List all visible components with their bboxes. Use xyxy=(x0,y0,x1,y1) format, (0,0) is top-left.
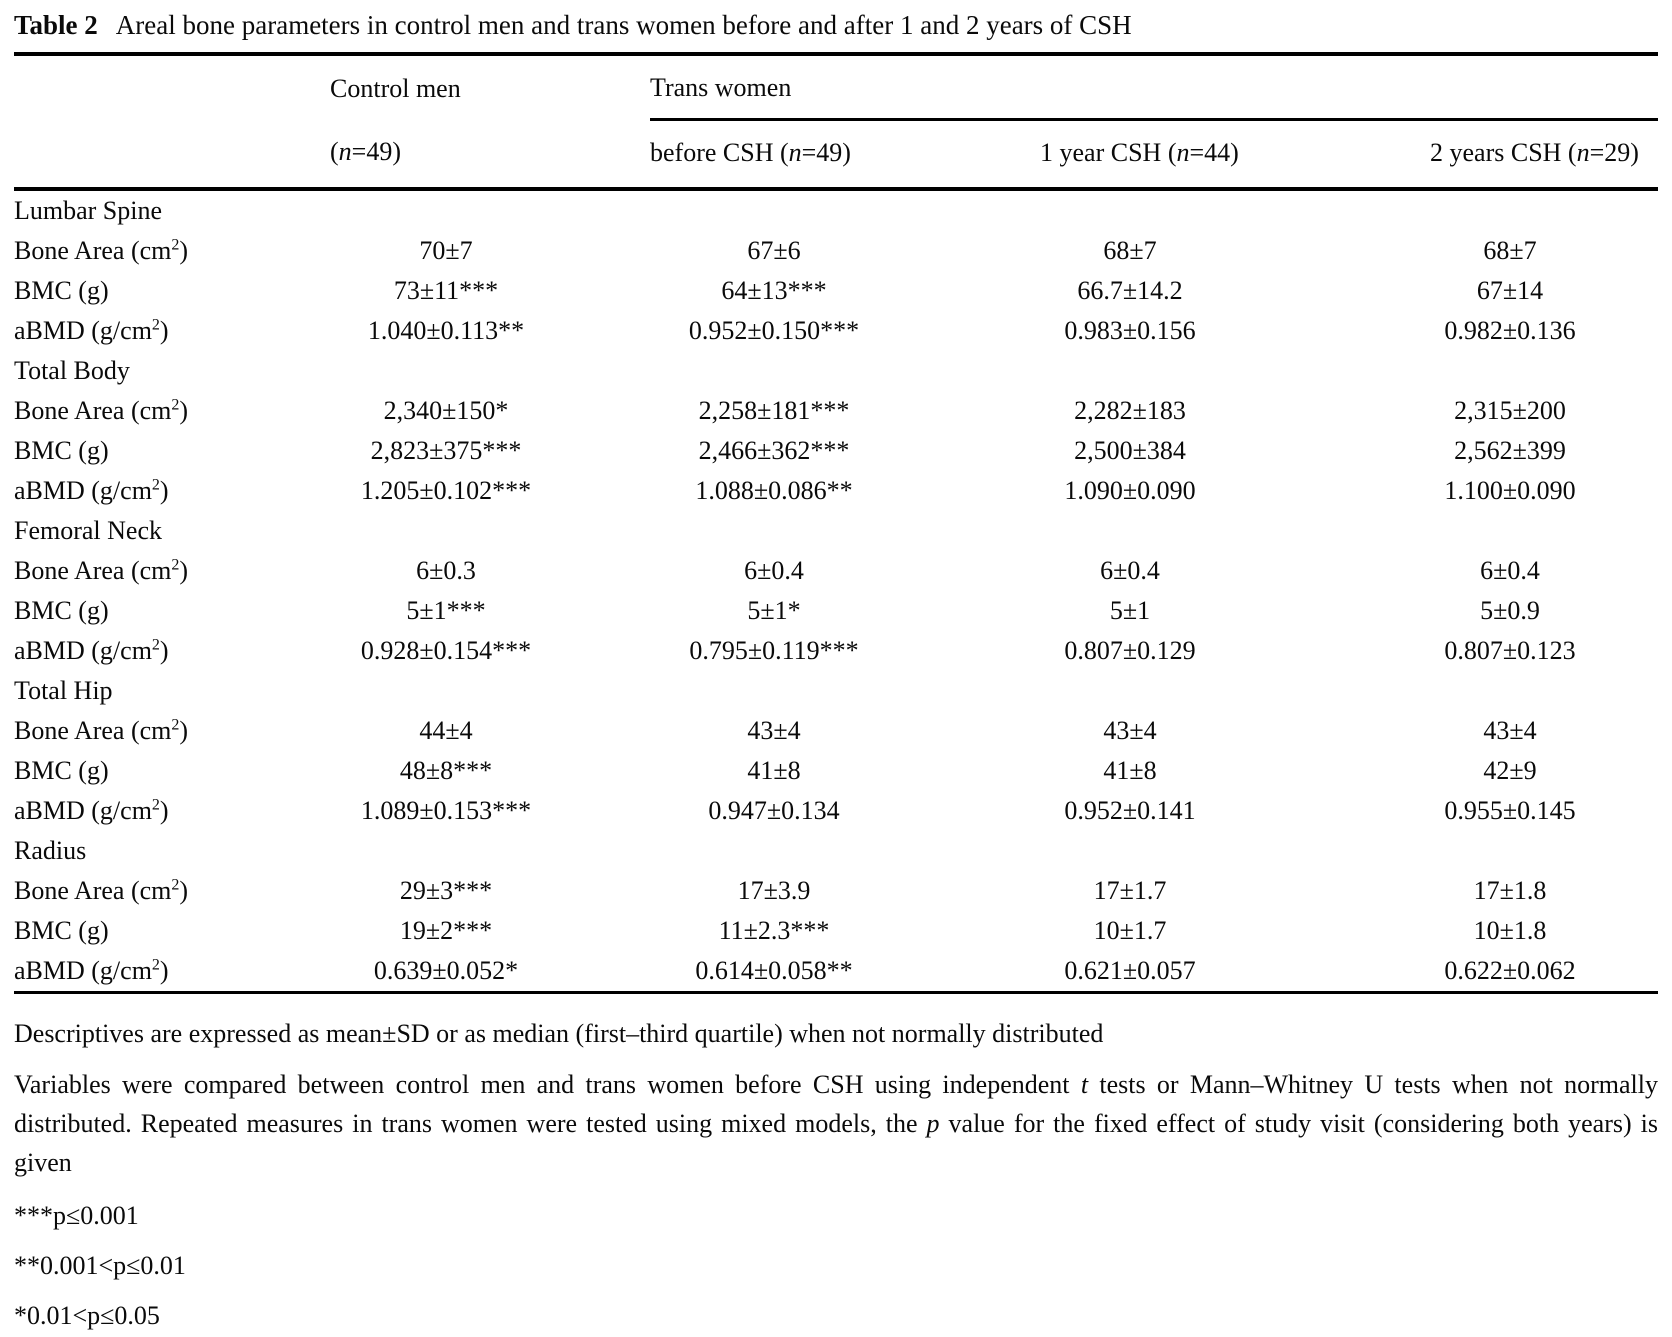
cell-value: 70±7 xyxy=(419,236,473,265)
cell-value: 67±6 xyxy=(747,236,801,265)
cell-value: 2,823±375*** xyxy=(370,436,522,465)
footnote-sig-1star: *0.01<p≤0.05 xyxy=(14,1301,160,1330)
cell-value: 6±0.4 xyxy=(1480,556,1540,585)
row-label: aBMD $(g/cm^2)$ xyxy=(14,316,169,345)
cell-value: 0.807±0.123 xyxy=(1444,636,1576,665)
row-label: BMC (g) xyxy=(14,756,109,785)
cell-value: 0.928±0.154*** xyxy=(360,636,532,665)
cell-value: 44±4 xyxy=(419,716,473,745)
table-title xyxy=(14,8,1658,42)
cell-value: 43±4 xyxy=(1483,716,1537,745)
data-row xyxy=(14,311,1658,351)
data-row xyxy=(14,471,1658,511)
cell-value: 2,282±183 xyxy=(1074,396,1186,425)
cell-value: 0.639±0.052* xyxy=(373,956,519,985)
sub-header-row xyxy=(14,120,1658,190)
cell-value: 41±8 xyxy=(1103,756,1157,785)
row-label: aBMD $(g/cm^2)$ xyxy=(14,636,169,665)
cell-value: 2,258±181*** xyxy=(698,396,850,425)
cell-value: 0.621±0.057 xyxy=(1064,956,1196,985)
data-row xyxy=(14,711,1658,751)
cell-value: 6±0.4 xyxy=(744,556,804,585)
cell-value: 0.614±0.058** xyxy=(695,956,853,985)
data-row xyxy=(14,551,1658,591)
section-row xyxy=(14,511,1658,551)
cell-value: 0.795±0.119*** xyxy=(689,636,859,665)
col-header-control-men: Control men xyxy=(330,73,461,103)
cell-value: 6±0.3 xyxy=(416,556,476,585)
cell-value: 5±1 xyxy=(1109,596,1151,625)
cell-value: 0.955±0.145 xyxy=(1444,796,1576,825)
cell-value: 10±1.8 xyxy=(1473,916,1547,945)
cell-value: 2,340±150* xyxy=(383,396,509,425)
cell-value: 2,500±384 xyxy=(1074,436,1186,465)
cell-value: 19±2*** xyxy=(399,916,493,945)
section-label: Radius xyxy=(14,836,87,865)
cell-value: 6±0.4 xyxy=(1100,556,1160,585)
cell-value: 66.7±14.2 xyxy=(1077,276,1183,305)
cell-value: 17±3.9 xyxy=(737,876,811,905)
trans-women-label: Trans women xyxy=(650,73,792,102)
footnotes xyxy=(14,994,1658,1337)
footnote-methods: Variables were compared between control men and trans women before CSH using independent t tests or Mann–Whitney U tests when not normally distributed. Repeated measures in trans women were tested using mixed models, the p value for the fixed effect of study visit (considering both years) is given xyxy=(14,1070,1659,1177)
cell-value: 5±1* xyxy=(747,596,801,625)
row-label: BMC (g) xyxy=(14,916,109,945)
data-row xyxy=(14,591,1658,631)
data-row xyxy=(14,911,1658,951)
row-label: aBMD $(g/cm^2)$ xyxy=(14,796,169,825)
footnote-sig-2stars: **0.001<p≤0.01 xyxy=(14,1251,186,1280)
subheader-before-csh: before CSH (n=49) xyxy=(650,138,851,167)
data-row xyxy=(14,391,1658,431)
cell-value: 1.040±0.113** xyxy=(367,316,525,345)
row-label: Bone Area $(cm^2)$ xyxy=(14,236,189,265)
group-header-row xyxy=(14,54,1658,120)
section-row xyxy=(14,671,1658,711)
data-row xyxy=(14,871,1658,911)
row-label: Bone Area $(cm^2)$ xyxy=(14,556,189,585)
cell-value: 17±1.8 xyxy=(1473,876,1547,905)
cell-value: 0.983±0.156 xyxy=(1064,316,1196,345)
section-label: Femoral Neck xyxy=(14,516,163,545)
cell-value: 48±8*** xyxy=(399,756,493,785)
subheader-2-years-csh: 2 years CSH (n=29) xyxy=(1430,138,1639,167)
cell-value: 43±4 xyxy=(747,716,801,745)
cell-value: 1.090±0.090 xyxy=(1064,476,1196,505)
cell-value: 0.947±0.134 xyxy=(708,796,840,825)
table-header xyxy=(14,54,1658,189)
cell-value: 0.952±0.150*** xyxy=(688,316,860,345)
table-body xyxy=(14,189,1658,993)
data-row xyxy=(14,231,1658,271)
row-label: Bone Area $(cm^2)$ xyxy=(14,396,189,425)
subheader-1-year-csh: 1 year CSH (n=44) xyxy=(1040,138,1239,167)
cell-value: 43±4 xyxy=(1103,716,1157,745)
cell-value: 1.100±0.090 xyxy=(1444,476,1576,505)
section-row xyxy=(14,831,1658,871)
cell-value: 0.952±0.141 xyxy=(1064,796,1196,825)
subheader-control-n: (n=49) xyxy=(330,137,401,167)
cell-value: 0.982±0.136 xyxy=(1444,316,1576,345)
cell-value: 29±3*** xyxy=(399,876,493,905)
footnote-sig-3stars: ***p≤0.001 xyxy=(14,1201,139,1230)
col-header-trans-women xyxy=(650,54,1658,120)
cell-value: 68±7 xyxy=(1103,236,1157,265)
section-label: Total Hip xyxy=(14,676,113,705)
data-row xyxy=(14,631,1658,671)
section-label: Lumbar Spine xyxy=(14,196,163,225)
row-label: Bone Area $(cm^2)$ xyxy=(14,716,189,745)
footnote-descriptives: Descriptives are expressed as mean±SD or as median (first–third quartile) when not normally distributed xyxy=(14,1019,1104,1048)
row-label: aBMD $(g/cm^2)$ xyxy=(14,476,169,505)
cell-value: 5±0.9 xyxy=(1480,596,1540,625)
cell-value: 42±9 xyxy=(1483,756,1537,785)
row-label: BMC (g) xyxy=(14,436,109,465)
areal-bone-parameters-table xyxy=(14,52,1658,994)
row-label: Bone Area $(cm^2)$ xyxy=(14,876,189,905)
corner-cell xyxy=(14,54,330,120)
data-row xyxy=(14,951,1658,993)
cell-value: 17±1.7 xyxy=(1093,876,1167,905)
cell-value: 1.089±0.153*** xyxy=(360,796,532,825)
data-row xyxy=(14,791,1658,831)
row-label: BMC (g) xyxy=(14,276,109,305)
cell-value: 0.807±0.129 xyxy=(1064,636,1196,665)
section-label: Total Body xyxy=(14,356,130,385)
cell-value: 64±13*** xyxy=(721,276,827,305)
cell-value: 10±1.7 xyxy=(1093,916,1167,945)
cell-value: 2,466±362*** xyxy=(698,436,850,465)
data-row xyxy=(14,271,1658,311)
cell-value: 2,315±200 xyxy=(1454,396,1566,425)
section-row xyxy=(14,189,1658,231)
row-label: aBMD $(g/cm^2)$ xyxy=(14,956,169,985)
cell-value: 0.622±0.062 xyxy=(1444,956,1576,985)
table-caption: Areal bone parameters in control men and trans women before and after 1 and 2 years of CSH xyxy=(115,10,1132,40)
cell-value: 5±1*** xyxy=(406,596,486,625)
cell-value: 68±7 xyxy=(1483,236,1537,265)
row-label: BMC (g) xyxy=(14,596,109,625)
cell-value: 67±14 xyxy=(1476,276,1544,305)
section-row xyxy=(14,351,1658,391)
cell-value: 73±11*** xyxy=(393,276,499,305)
cell-value: 1.088±0.086** xyxy=(695,476,853,505)
cell-value: 2,562±399 xyxy=(1454,436,1566,465)
table-number: Table 2 xyxy=(14,10,98,40)
cell-value: 1.205±0.102*** xyxy=(360,476,532,505)
cell-value: 11±2.3*** xyxy=(718,916,830,945)
data-row xyxy=(14,431,1658,471)
cell-value: 41±8 xyxy=(747,756,801,785)
data-row xyxy=(14,751,1658,791)
corner-cell xyxy=(14,120,330,190)
